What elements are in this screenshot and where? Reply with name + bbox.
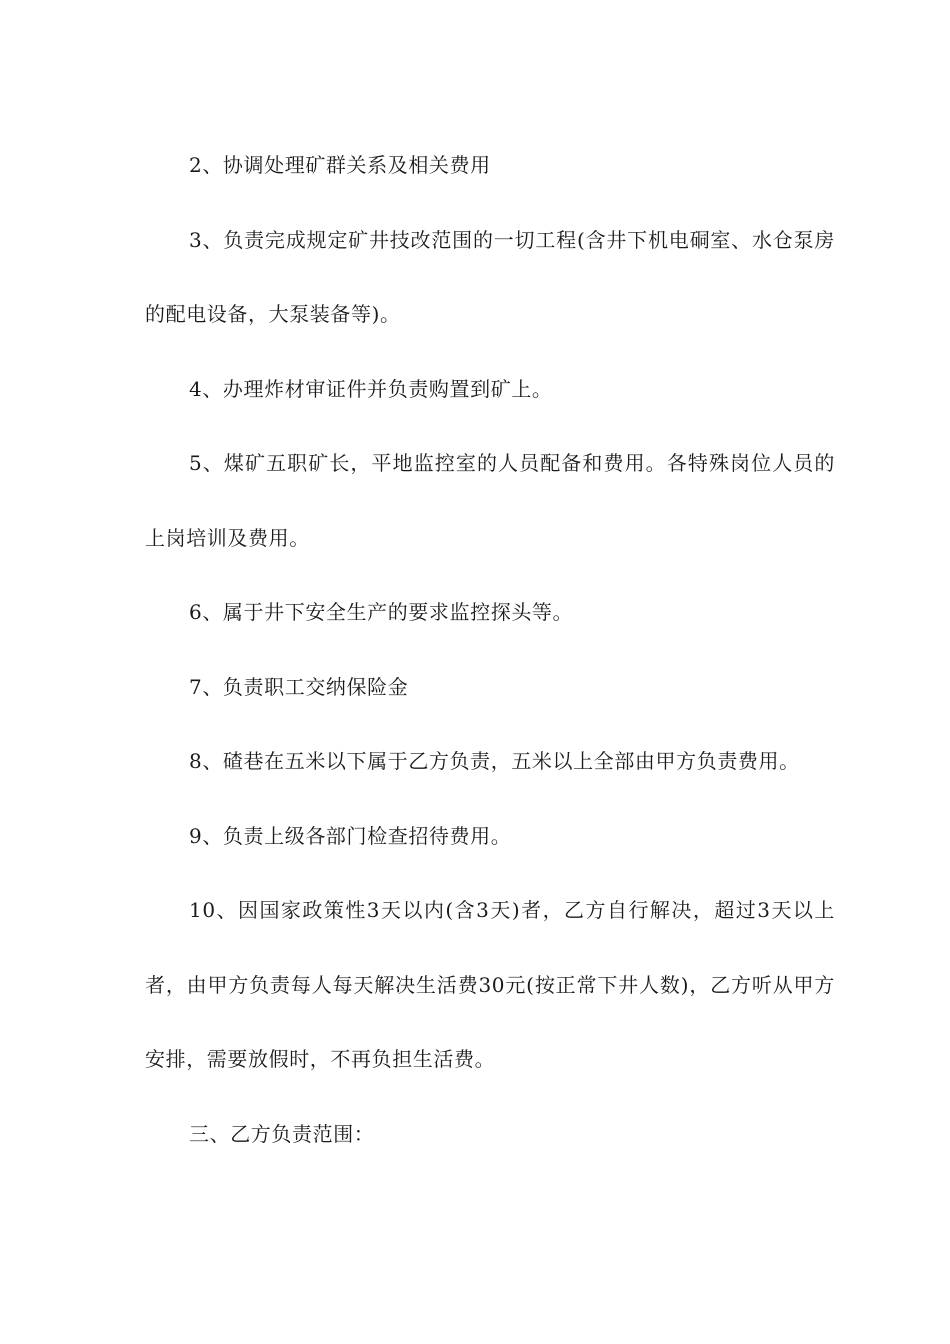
paragraph-item-4: 4、办理炸材审证件并负责购置到矿上。 xyxy=(189,376,553,401)
document-body xyxy=(145,128,835,1171)
paragraph-item-5: 5、煤矿五职矿长，平地监控室的人员配备和费用。各特殊岗位人员的上岗培训及费用。 xyxy=(145,451,835,550)
section-heading-3: 三、乙方负责范围： xyxy=(189,1121,375,1146)
paragraph-item-9: 9、负责上级各部门检查招待费用。 xyxy=(189,823,512,848)
paragraph-item-10: 10、因国家政策性3天以内(含3天)者，乙方自行解决，超过3天以上者，由甲方负责每人每天解决生活费30元(按正常下井人数)，乙方听从甲方安排，需要放假时，不再负担生活费。 xyxy=(145,898,835,1071)
paragraph-item-7: 7、负责职工交纳保险金 xyxy=(189,674,409,699)
paragraph-item-8: 8、碴巷在五米以下属于乙方负责，五米以上全部由甲方负责费用。 xyxy=(189,749,800,773)
paragraph-item-2: 2、协调处理矿群关系及相关费用 xyxy=(189,153,491,177)
paragraph-item-3: 3、负责完成规定矿井技改范围的一切工程(含井下机电硐室、水仓泵房的配电设备，大泵装备等)。 xyxy=(145,227,835,326)
paragraph-item-6: 6、属于井下安全生产的要求监控探头等。 xyxy=(189,600,574,624)
